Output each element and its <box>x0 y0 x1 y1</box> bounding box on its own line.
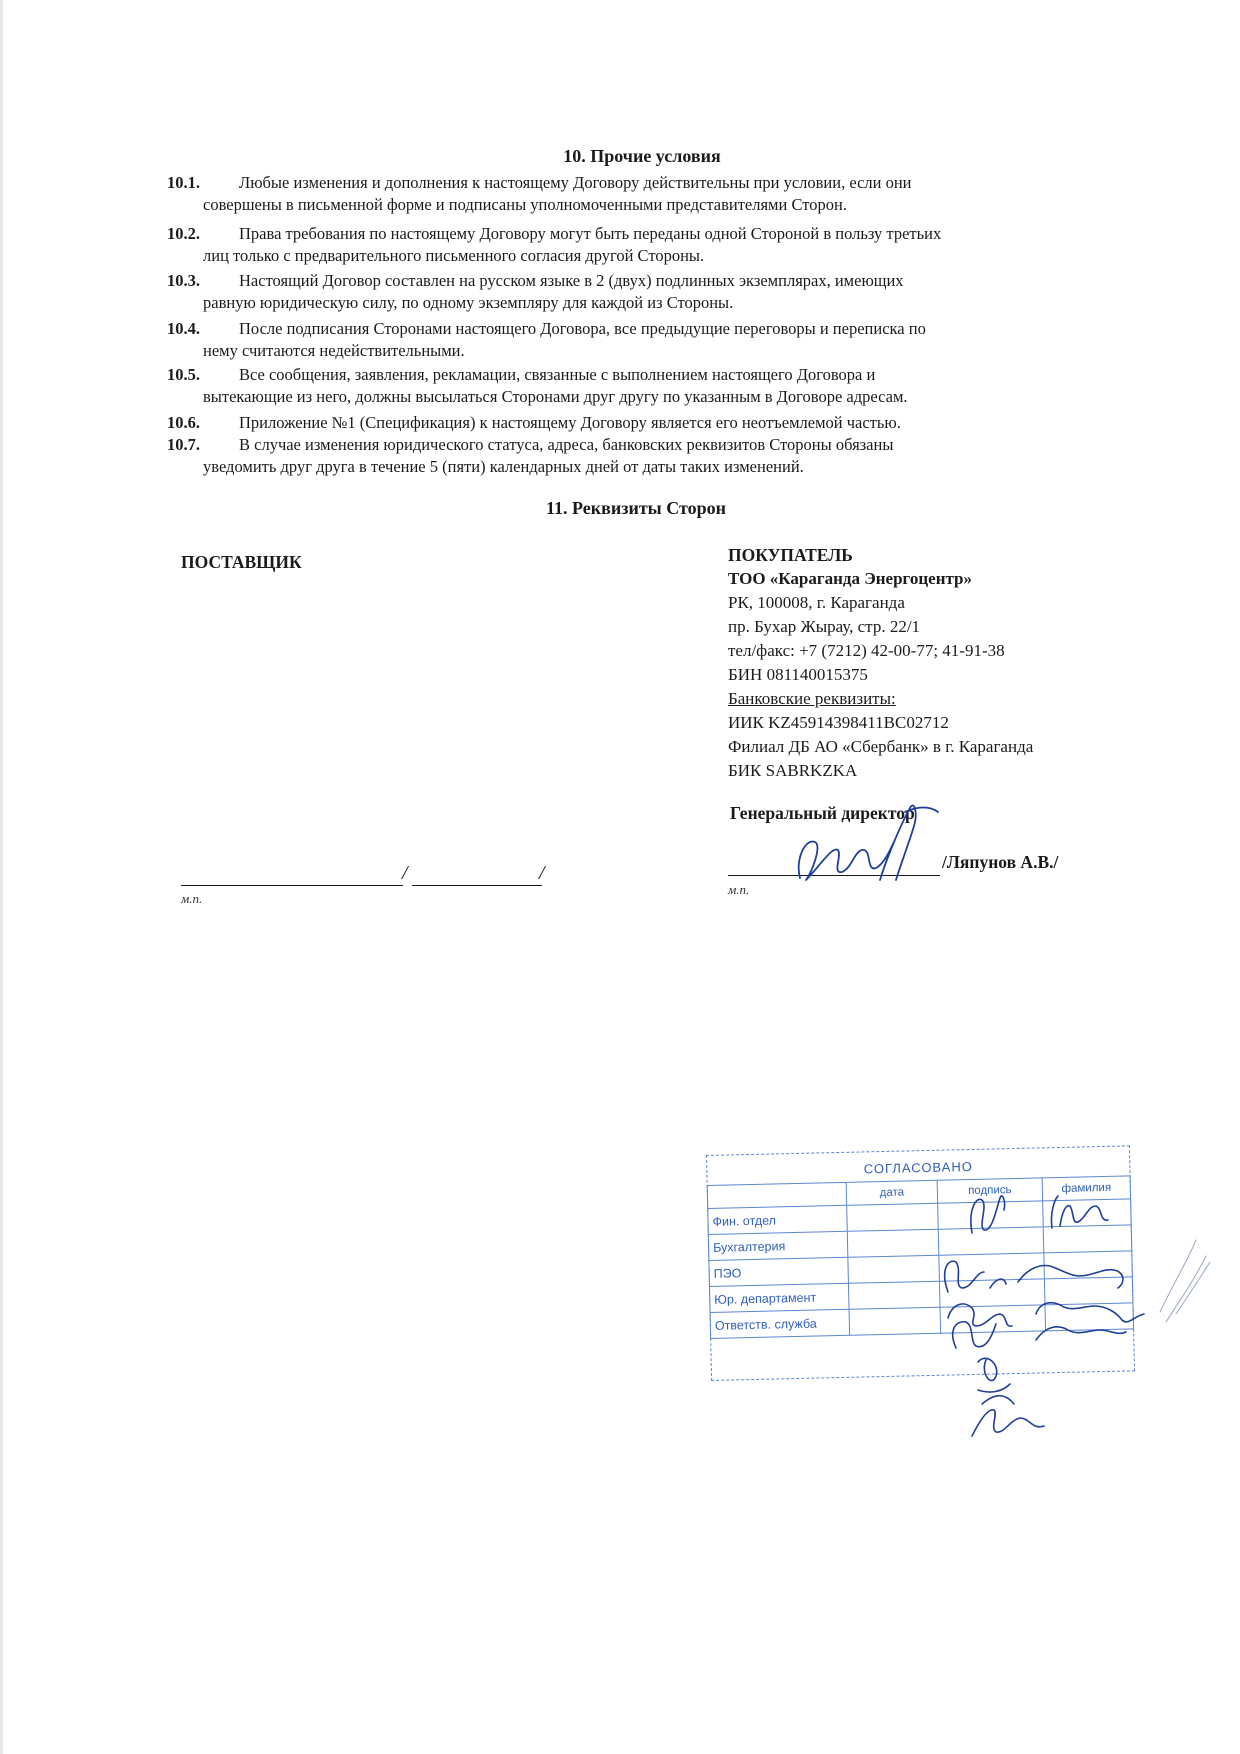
clause-number: 10.3. <box>167 271 200 290</box>
director-signature <box>799 805 938 880</box>
stamp-row-label: Фин. отдел <box>708 1205 848 1234</box>
clause-text-line: После подписания Сторонами настоящего Договора, все предыдущие переговоры и переписка по <box>239 319 926 338</box>
buyer-signer-name: /Ляпунов А.В./ <box>942 852 1059 872</box>
stamp-row-label: Юр. департамент <box>709 1283 849 1312</box>
supplier-slash: / <box>539 862 545 884</box>
clause-text-line: Все сообщения, заявления, рекламации, связанные с выполнением настоящего Договора и <box>239 365 876 384</box>
buyer-seal-mark: м.п. <box>728 882 750 897</box>
supplier-slash: / <box>402 862 408 884</box>
section-11-title: 11. Реквизиты Сторон <box>546 498 726 518</box>
buyer-bin: БИН 081140015375 <box>728 665 868 684</box>
bank-details-heading: Банковские реквизиты: <box>728 689 896 708</box>
clause-number: 10.1. <box>167 173 200 192</box>
director-title: Генеральный директор <box>730 803 915 823</box>
buyer-company: ТОО «Караганда Энергоцентр» <box>728 569 973 588</box>
stamp-row-label: ПЭО <box>709 1257 849 1286</box>
stamp-row-label: Бухгалтерия <box>708 1231 848 1260</box>
stamp-header-cell: дата <box>846 1180 937 1205</box>
clause-text-line: лиц только с предварительного письменного согласия другой Стороны. <box>203 245 705 265</box>
clause-text-line: нему считаются недействительными. <box>203 340 465 360</box>
supplier-heading: ПОСТАВЩИК <box>181 552 302 572</box>
stamp-title: СОГЛАСОВАНО <box>863 1158 974 1177</box>
clause-text-line: Приложение №1 (Спецификация) к настоящему Договору является его неотъемлемой частью. <box>239 413 901 432</box>
clause-text-line: Любые изменения и дополнения к настоящему Договору действительны при условии, если они <box>239 173 912 192</box>
section-10-title: 10. Прочие условия <box>563 146 721 166</box>
clause-text-line: равную юридическую силу, по одному экземпляру для каждой из Стороны. <box>203 292 734 312</box>
buyer-iik: ИИК KZ45914398411BC02712 <box>728 713 949 732</box>
clause-number: 10.7. <box>167 435 200 454</box>
clause-number: 10.6. <box>167 413 200 432</box>
stamp-header-cell: фамилия <box>1042 1176 1130 1201</box>
buyer-heading: ПОКУПАТЕЛЬ <box>728 545 853 565</box>
stamp-signatures <box>945 1196 1210 1436</box>
clause-number: 10.2. <box>167 224 200 243</box>
stamp-row-label: Ответств. служба <box>710 1309 850 1338</box>
buyer-bik: БИК SABRKZKA <box>728 761 858 780</box>
clause-text-line: вытекающие из него, должны высылаться Сторонами друг другу по указанным в Договоре адресам. <box>203 386 908 406</box>
buyer-phone: тел/факс: +7 (7212) 42-00-77; 41-91-38 <box>728 641 1005 660</box>
buyer-address-line: пр. Бухар Жырау, стр. 22/1 <box>728 617 921 636</box>
clause-number: 10.4. <box>167 319 200 338</box>
clause-text-line: В случае изменения юридического статуса, адреса, банковских реквизитов Стороны обязаны <box>239 435 894 454</box>
buyer-bank-branch: Филиал ДБ АО «Сбербанк» в г. Караганда <box>728 737 1034 756</box>
clause-number: 10.5. <box>167 365 200 384</box>
clause-text-line: Настоящий Договор составлен на русском языке в 2 (двух) подлинных экземплярах, имеющих <box>239 271 904 290</box>
clause-text-line: совершены в письменной форме и подписаны уполномоченными представителями Сторон. <box>203 194 847 214</box>
buyer-address-line: РК, 100008, г. Караганда <box>728 593 905 612</box>
clause-text-line: уведомить друг друга в течение 5 (пяти) календарных дней от даты таких изменений. <box>203 456 804 476</box>
clause-text-line: Права требования по настоящему Договору могут быть переданы одной Стороной в пользу третьих <box>239 224 942 243</box>
supplier-seal-mark: м.п. <box>181 891 203 906</box>
stamp-header-cell: подпись <box>937 1178 1042 1203</box>
